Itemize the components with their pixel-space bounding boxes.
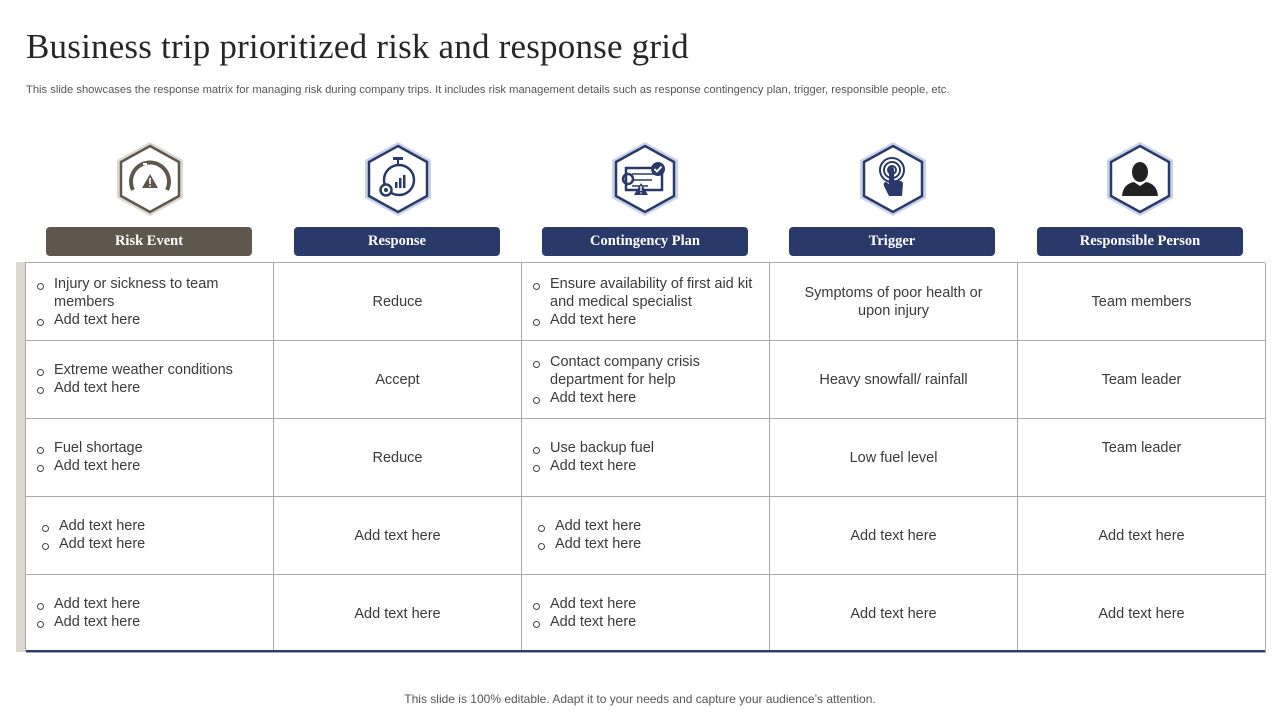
touch-hand-icon [856, 140, 930, 218]
bullet-item: Contact company crisis department for help [532, 353, 757, 389]
bullet-item: Add text here [36, 311, 261, 329]
response-cell: Add text here [274, 575, 522, 653]
header-trigger: Trigger [789, 227, 995, 256]
warning-gauge-icon [113, 140, 187, 218]
response-cell: Reduce [274, 263, 522, 341]
header-responsible-person: Responsible Person [1037, 227, 1243, 256]
contingency-cell [522, 575, 770, 653]
risk-event-cell [26, 341, 274, 419]
header-risk-event: Risk Event [46, 227, 252, 256]
person-cell: Add text here [1018, 497, 1266, 575]
contingency-cell [522, 497, 770, 575]
person-cell: Team members [1018, 263, 1266, 341]
bullet-item: Add text here [532, 311, 757, 329]
bullet-item: Add text here [532, 389, 757, 407]
bullet-item: Injury or sickness to team members [36, 275, 261, 311]
trigger-cell: Symptoms of poor health or upon injury [770, 263, 1018, 341]
bullet-item: Add text here [36, 613, 261, 631]
person-icon [1103, 140, 1177, 218]
risk-event-cell [26, 263, 274, 341]
trigger-cell: Add text here [770, 575, 1018, 653]
person-cell: Team leader [1018, 419, 1266, 497]
risk-grid-table [25, 262, 1265, 652]
bullet-item: Ensure availability of first aid kit and medical specialist [532, 275, 757, 311]
blueprint-check-icon [608, 140, 682, 218]
contingency-cell [522, 263, 770, 341]
trigger-cell: Heavy snowfall/ rainfall [770, 341, 1018, 419]
bullet-item: Add text here [41, 517, 261, 535]
bullet-item: Use backup fuel [532, 439, 757, 457]
bullet-item: Add text here [532, 457, 757, 475]
page-subtitle: This slide showcases the response matrix for managing risk during company trips. It includes risk management details such as response contingency plan, trigger, responsible people, etc. [26, 84, 950, 96]
person-cell: Team leader [1018, 341, 1266, 419]
bullet-item: Fuel shortage [36, 439, 261, 457]
header-response: Response [294, 227, 500, 256]
bullet-item: Add text here [36, 457, 261, 475]
contingency-cell [522, 341, 770, 419]
stopwatch-gear-chart-icon [361, 140, 435, 218]
risk-event-cell [26, 497, 274, 575]
risk-event-cell [26, 419, 274, 497]
bullet-item: Add text here [537, 535, 757, 553]
bullet-item: Add text here [537, 517, 757, 535]
risk-event-cell [26, 575, 274, 653]
page-title: Business trip prioritized risk and response grid [26, 27, 689, 66]
bullet-item: Add text here [36, 379, 261, 397]
bullet-item: Add text here [532, 595, 757, 613]
trigger-cell: Low fuel level [770, 419, 1018, 497]
bullet-item: Add text here [532, 613, 757, 631]
header-contingency-plan: Contingency Plan [542, 227, 748, 256]
bullet-item: Add text here [41, 535, 261, 553]
footer-note: This slide is 100% editable. Adapt it to your needs and capture your audience’s attention. [404, 692, 876, 706]
contingency-cell [522, 419, 770, 497]
trigger-cell: Add text here [770, 497, 1018, 575]
bullet-item: Add text here [36, 595, 261, 613]
bullet-item: Extreme weather conditions [36, 361, 261, 379]
response-cell: Accept [274, 341, 522, 419]
person-cell: Add text here [1018, 575, 1266, 653]
response-cell: Add text here [274, 497, 522, 575]
response-cell: Reduce [274, 419, 522, 497]
